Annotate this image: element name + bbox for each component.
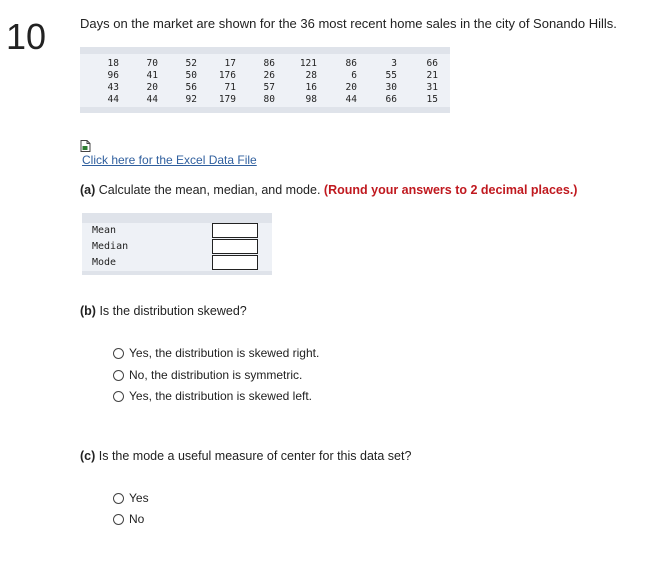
option-label: No bbox=[129, 512, 145, 526]
mode-input[interactable] bbox=[212, 255, 258, 270]
data-cell: 86 bbox=[345, 57, 357, 69]
option-label: No, the distribution is symmetric. bbox=[129, 368, 303, 382]
data-cell: 70 bbox=[146, 57, 158, 69]
median-label: Median bbox=[92, 241, 129, 252]
data-row bbox=[80, 69, 438, 81]
part-b-label: (b) bbox=[80, 304, 96, 318]
answer-table bbox=[82, 213, 272, 275]
part-c-label: (c) bbox=[80, 449, 96, 463]
skewed-right-option[interactable] bbox=[113, 346, 319, 360]
data-cell: 66 bbox=[385, 93, 397, 105]
part-b-text: Is the distribution skewed? bbox=[99, 304, 247, 318]
mode-row bbox=[82, 255, 272, 271]
data-cell: 44 bbox=[146, 93, 158, 105]
data-cell: 71 bbox=[224, 81, 236, 93]
option-label: Yes bbox=[129, 491, 149, 505]
data-cell: 6 bbox=[351, 69, 357, 81]
option-label: Yes, the distribution is skewed left. bbox=[129, 389, 312, 403]
data-cell: 44 bbox=[107, 93, 119, 105]
data-cell: 44 bbox=[345, 93, 357, 105]
data-table bbox=[80, 47, 450, 113]
data-cell: 26 bbox=[263, 69, 275, 81]
part-c-text: Is the mode a useful measure of center for this data set? bbox=[98, 449, 412, 463]
excel-data-link[interactable]: Click here for the Excel Data File bbox=[82, 153, 257, 167]
data-row bbox=[80, 81, 438, 93]
mode-useful-yes-option[interactable] bbox=[113, 491, 149, 505]
median-input[interactable] bbox=[212, 239, 258, 254]
mean-input[interactable] bbox=[212, 223, 258, 238]
data-row bbox=[80, 57, 438, 69]
data-cell: 31 bbox=[426, 81, 438, 93]
data-cell: 21 bbox=[426, 69, 438, 81]
data-cell: 80 bbox=[263, 93, 275, 105]
radio-circle-icon[interactable] bbox=[113, 514, 124, 525]
mean-label: Mean bbox=[92, 225, 117, 236]
option-label: Yes, the distribution is skewed right. bbox=[129, 346, 320, 360]
radio-circle-icon[interactable] bbox=[113, 348, 124, 359]
excel-file-icon[interactable] bbox=[80, 140, 91, 152]
data-cell: 55 bbox=[385, 69, 397, 81]
data-cell: 41 bbox=[146, 69, 158, 81]
data-cell: 18 bbox=[107, 57, 119, 69]
data-cell: 56 bbox=[185, 81, 197, 93]
data-cell: 52 bbox=[185, 57, 197, 69]
data-cell: 30 bbox=[385, 81, 397, 93]
data-cell: 3 bbox=[391, 57, 397, 69]
mode-useful-no-option[interactable] bbox=[113, 512, 144, 526]
data-cell: 98 bbox=[305, 93, 317, 105]
data-cell: 86 bbox=[263, 57, 275, 69]
data-cell: 43 bbox=[107, 81, 119, 93]
data-cell: 16 bbox=[305, 81, 317, 93]
data-cell: 20 bbox=[146, 81, 158, 93]
data-cell: 50 bbox=[185, 69, 197, 81]
skewed-left-option[interactable] bbox=[113, 389, 312, 403]
data-cell: 179 bbox=[218, 93, 236, 105]
radio-circle-icon[interactable] bbox=[113, 370, 124, 381]
data-row bbox=[80, 93, 438, 105]
mean-row bbox=[82, 223, 272, 239]
part-b-prompt bbox=[80, 304, 247, 318]
part-a-label: (a) bbox=[80, 183, 96, 197]
data-cell: 66 bbox=[426, 57, 438, 69]
data-cell: 15 bbox=[426, 93, 438, 105]
data-cell: 20 bbox=[345, 81, 357, 93]
part-a-prompt bbox=[80, 183, 577, 197]
part-c-prompt bbox=[80, 449, 411, 463]
radio-circle-icon[interactable] bbox=[113, 493, 124, 504]
data-cell: 92 bbox=[185, 93, 197, 105]
data-cell: 121 bbox=[299, 57, 317, 69]
median-row bbox=[82, 239, 272, 255]
radio-circle-icon[interactable] bbox=[113, 391, 124, 402]
data-cell: 28 bbox=[305, 69, 317, 81]
question-number: 10 bbox=[6, 16, 47, 57]
data-cell: 17 bbox=[224, 57, 236, 69]
part-a-instruction: (Round your answers to 2 decimal places.) bbox=[323, 183, 578, 197]
data-cell: 57 bbox=[263, 81, 275, 93]
mode-label: Mode bbox=[92, 257, 117, 268]
data-cell: 96 bbox=[107, 69, 119, 81]
data-cell: 176 bbox=[218, 69, 236, 81]
part-a-text: Calculate the mean, median, and mode. bbox=[98, 183, 321, 197]
symmetric-option[interactable] bbox=[113, 368, 302, 382]
question-intro: Days on the market are shown for the 36 most recent home sales in the city of Sonando Hills. bbox=[80, 16, 617, 31]
